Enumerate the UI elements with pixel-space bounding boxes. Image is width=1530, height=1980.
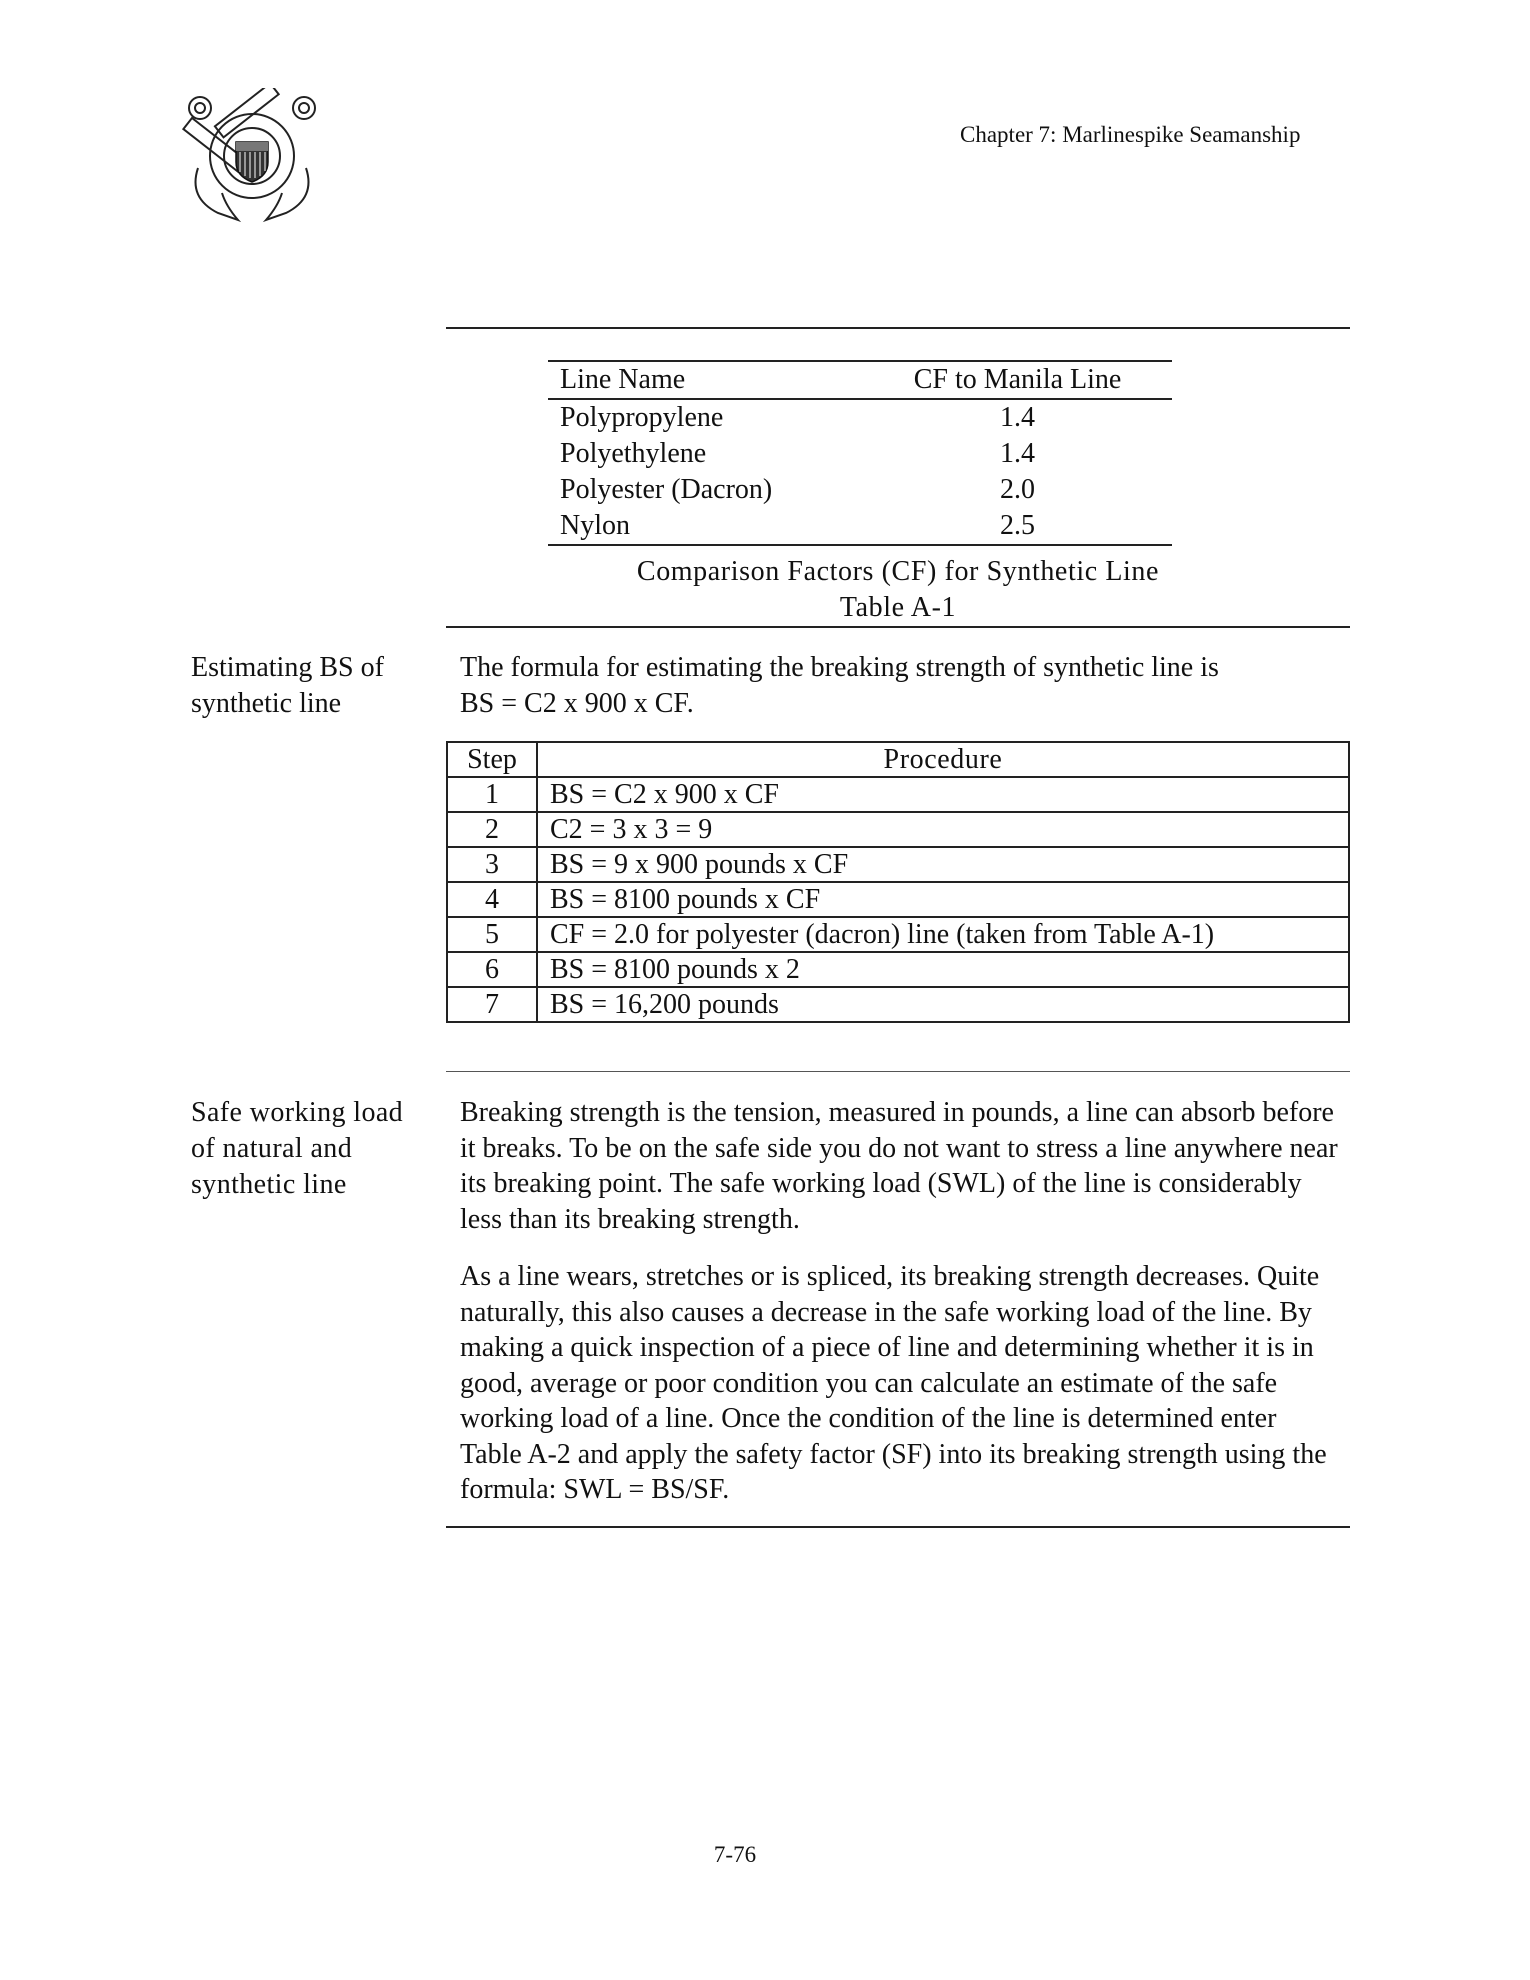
side-heading-line: synthetic line (191, 1169, 347, 1200)
table-row (548, 399, 1172, 436)
side-heading-line: synthetic line (191, 688, 342, 719)
side-heading-line: Safe working load (191, 1097, 404, 1128)
cf-cell: 2.0 (1000, 474, 1036, 505)
line-name-cell: Polypropylene (560, 402, 724, 433)
swl-body (460, 1095, 1340, 1508)
side-heading-line: of natural and (191, 1133, 353, 1164)
cf-cell: 1.4 (1000, 402, 1036, 433)
cf-cell: 1.4 (1000, 438, 1036, 469)
table-row (447, 777, 1349, 812)
procedure-cell: BS = 9 x 900 pounds x CF (537, 847, 1349, 882)
column-header-cf: CF to Manila Line (863, 361, 1172, 399)
table-row (447, 917, 1349, 952)
comparison-factors-table (548, 360, 1172, 546)
column-header-line-name: Line Name (548, 361, 863, 399)
body-text-line: The formula for estimating the breaking strength of synthetic line is (460, 652, 1219, 683)
coast-guard-logo (178, 88, 326, 228)
formula-text: BS = C2 x 900 x CF. (460, 688, 694, 719)
step-cell: 1 (447, 777, 537, 812)
table-row (447, 812, 1349, 847)
step-cell: 7 (447, 987, 537, 1022)
line-name-cell: Nylon (548, 508, 863, 545)
procedure-cell: BS = 8100 pounds x CF (537, 882, 1349, 917)
page-number: 7-76 (713, 1842, 757, 1867)
step-cell: 5 (447, 917, 537, 952)
table-row (447, 882, 1349, 917)
procedure-cell: CF = 2.0 for polyester (dacron) line (taken from Table A-1) (537, 917, 1349, 952)
section-divider (446, 1526, 1350, 1528)
table-row (548, 436, 1172, 472)
paragraph-breaking-strength: Breaking strength is the tension, measured in pounds, a line can absorb before it breaks. To be on the safe side you do not want to stress a line anywhere near its breaking point. The safe working load (SWL) of the line is considerably less than its breaking strength. (460, 1097, 1338, 1235)
table-row (447, 987, 1349, 1022)
paragraph-line-wear: As a line wears, stretches or is spliced, its breaking strength decreases. Quite naturally, this also causes a decrease in the safe working load of the line. By making a quick inspection of a piece of line and determining whether it is in good, average or poor condition you can calculate an estimate of the safe working load of a line. Once the condition of the line is determined enter Table A-2 and apply the safety factor (SF) into its breaking strength using the formula: SWL = BS/SF. (460, 1261, 1327, 1505)
coast-guard-emblem-icon (178, 88, 326, 228)
table-row (447, 952, 1349, 987)
step-cell: 4 (447, 882, 537, 917)
step-cell: 2 (447, 812, 537, 847)
table-row (447, 847, 1349, 882)
table-header-row (447, 742, 1349, 777)
procedure-cell: BS = 8100 pounds x 2 (537, 952, 1349, 987)
table-header-row (548, 361, 1172, 399)
table-row (548, 472, 1172, 508)
section-divider (446, 1071, 1350, 1072)
step-cell: 3 (447, 847, 537, 882)
cf-cell: 2.5 (863, 508, 1172, 545)
procedure-cell: BS = 16,200 pounds (537, 987, 1349, 1022)
estimating-bs-text (460, 650, 1340, 722)
section-divider (446, 626, 1350, 628)
table-label: Table A-1 (839, 592, 957, 623)
procedure-cell: BS = C2 x 900 x CF (537, 777, 1349, 812)
chapter-title: Chapter 7: Marlinespike Seamanship (960, 122, 1301, 147)
side-heading-line: Estimating BS of (191, 652, 384, 683)
side-heading-safe-working-load (191, 1095, 403, 1203)
column-header-step: Step (447, 742, 537, 777)
column-header-procedure: Procedure (537, 742, 1349, 777)
step-cell: 6 (447, 952, 537, 987)
procedure-cell: C2 = 3 x 3 = 9 (537, 812, 1349, 847)
line-name-cell: Polyester (Dacron) (560, 474, 773, 505)
section-divider (446, 327, 1350, 329)
table-row (548, 508, 1172, 545)
procedure-table (446, 741, 1350, 1023)
side-heading-estimating-bs (191, 650, 384, 722)
line-name-cell: Polyethylene (560, 438, 707, 469)
table-caption: Comparison Factors (CF) for Synthetic Line (636, 556, 1160, 587)
